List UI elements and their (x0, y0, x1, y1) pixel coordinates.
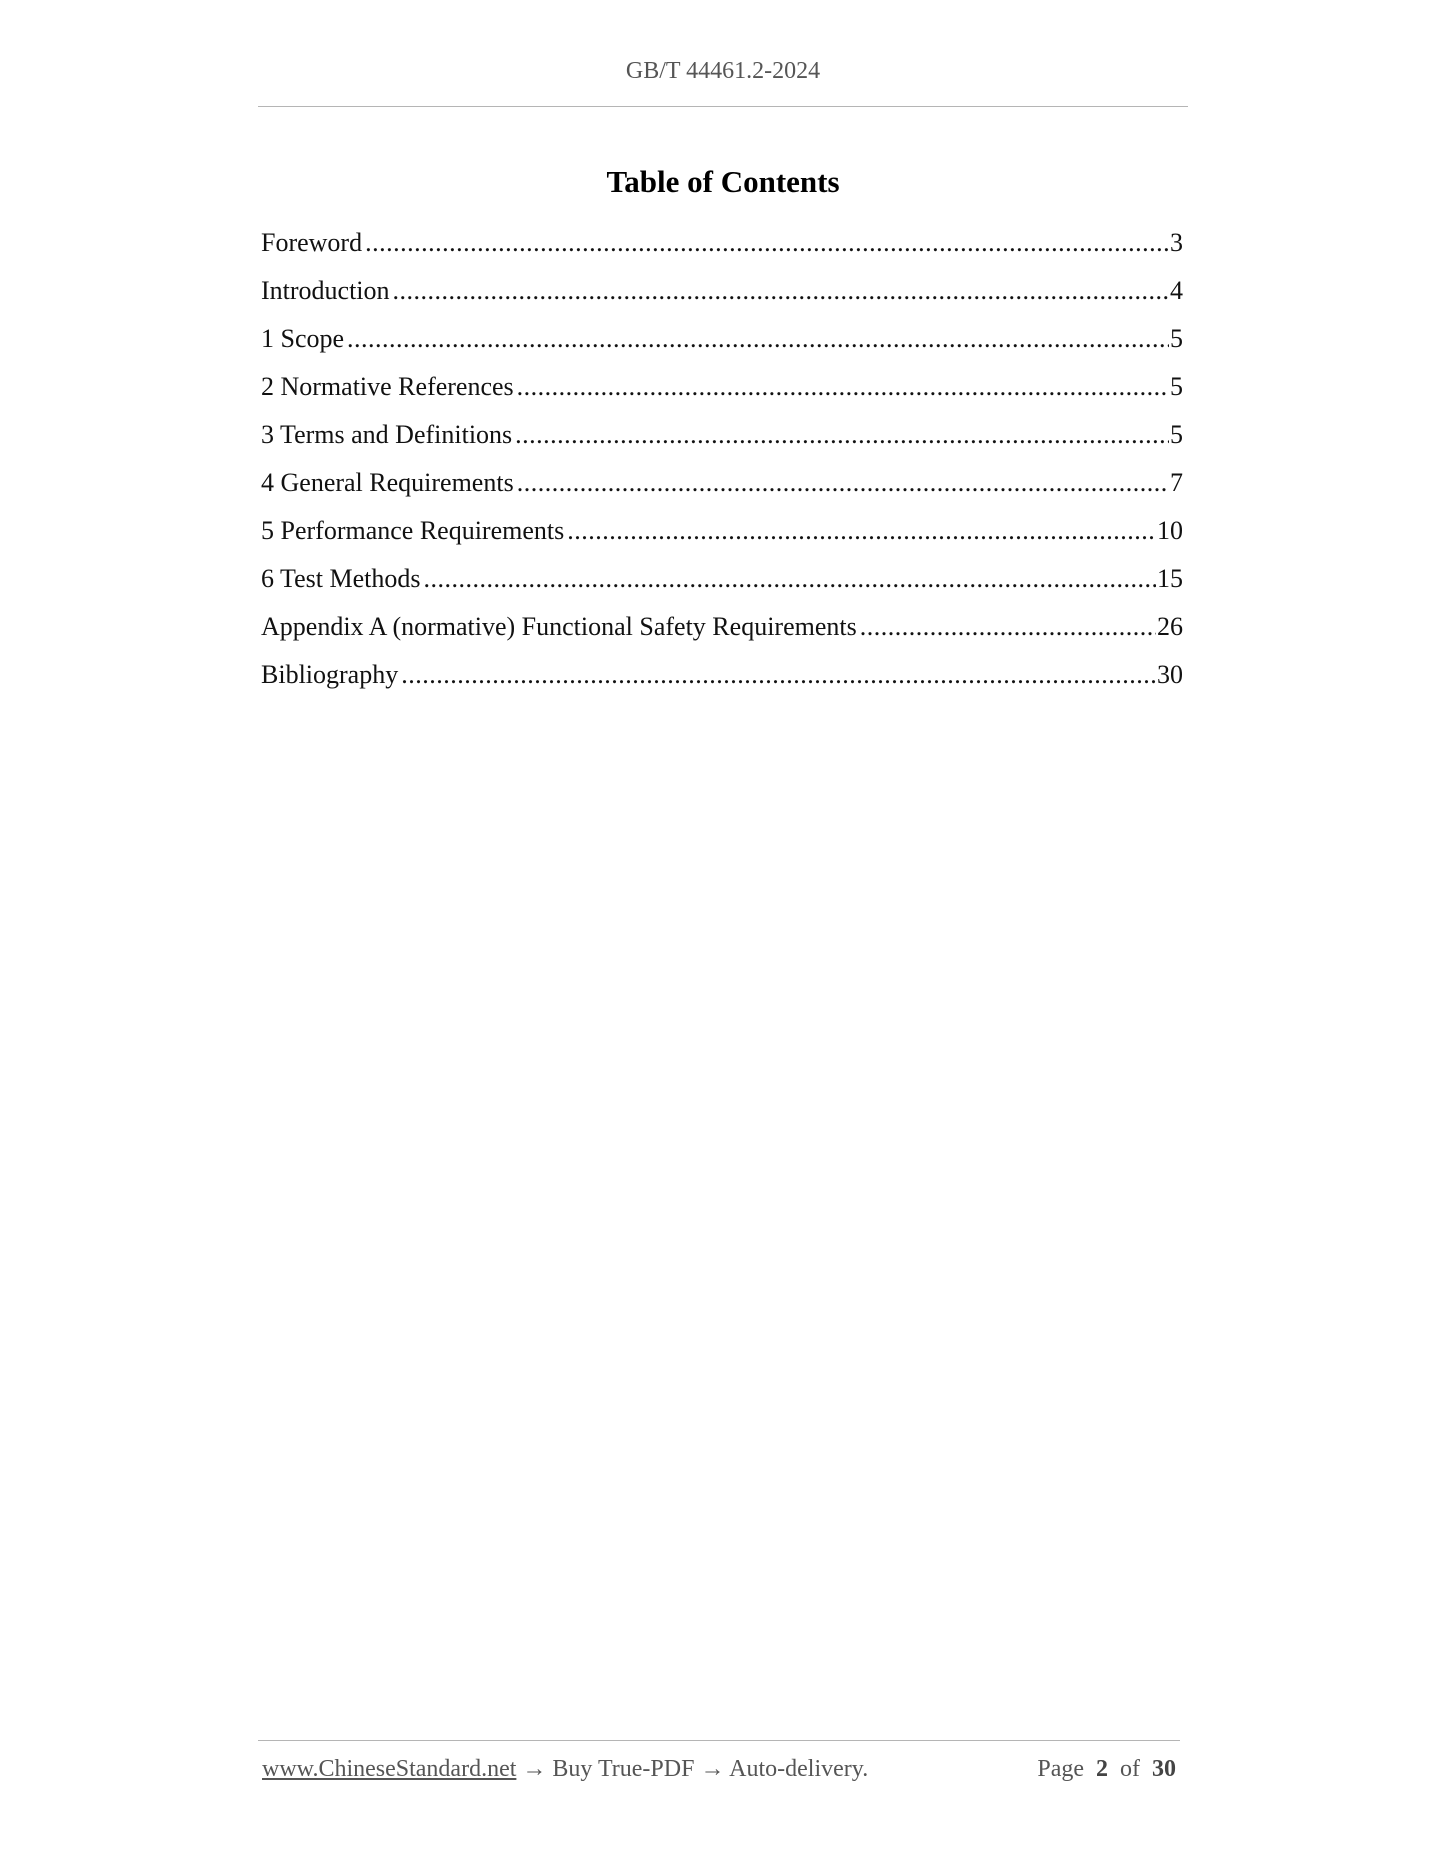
toc-entry-terms-and-definitions[interactable] (261, 420, 1183, 468)
footer-divider (258, 1740, 1180, 1741)
buy-pdf-text: Buy True-PDF (552, 1756, 695, 1782)
toc-entry-normative-references[interactable] (261, 372, 1183, 420)
toc-entry-label: Foreword (261, 228, 363, 257)
toc-dot-leader (515, 420, 1169, 450)
toc-entry-foreword[interactable] (261, 228, 1183, 276)
toc-entry-performance-requirements[interactable] (261, 516, 1183, 564)
toc-entry-label: Appendix A (normative) Functional Safety Requirements (261, 612, 857, 641)
page-word: Page (1037, 1756, 1084, 1782)
toc-entry-label: Introduction (261, 276, 390, 305)
toc-entry-page: 4 (1170, 276, 1183, 305)
toc-entry-page: 15 (1157, 564, 1183, 593)
toc-entry-page: 10 (1157, 516, 1183, 545)
toc-entry-scope[interactable] (261, 324, 1183, 372)
toc-entry-page: 5 (1170, 324, 1183, 353)
toc-dot-leader (347, 324, 1169, 354)
toc-entry-label: 5 Performance Requirements (261, 516, 565, 545)
running-header: GB/T 44461.2-2024 (625, 58, 821, 84)
toc-dot-leader (365, 228, 1169, 258)
toc-entry-page: 7 (1170, 468, 1183, 497)
toc-entry-label: 6 Test Methods (261, 564, 421, 593)
footer-promo (262, 1756, 868, 1783)
toc-entry-page: 26 (1157, 612, 1183, 641)
toc-dot-leader (393, 276, 1169, 306)
arrow-right-icon: → (522, 1756, 547, 1782)
toc-entry-bibliography[interactable] (261, 660, 1183, 708)
toc-entry-page: 30 (1157, 660, 1183, 689)
toc-entry-page: 3 (1170, 228, 1183, 257)
toc-dot-leader (517, 468, 1169, 498)
toc-dot-leader (401, 660, 1156, 690)
page-number (1037, 1756, 1176, 1783)
current-page-number: 2 (1096, 1756, 1108, 1782)
toc-entry-introduction[interactable] (261, 276, 1183, 324)
toc-entry-label: 2 Normative References (261, 372, 514, 401)
toc-entry-label: 4 General Requirements (261, 468, 514, 497)
of-word: of (1120, 1756, 1140, 1782)
header-divider (258, 106, 1188, 107)
arrow-right-icon: → (700, 1756, 725, 1782)
total-page-count: 30 (1152, 1756, 1176, 1782)
toc-dot-leader (423, 564, 1156, 594)
toc-entry-test-methods[interactable] (261, 564, 1183, 612)
toc-entry-page: 5 (1170, 420, 1183, 449)
toc-entry-page: 5 (1170, 372, 1183, 401)
table-of-contents (261, 228, 1183, 708)
auto-delivery-text: Auto-delivery. (729, 1756, 869, 1782)
toc-dot-leader (860, 612, 1156, 642)
page-title: Table of Contents (606, 164, 840, 199)
toc-entry-label: 3 Terms and Definitions (261, 420, 513, 449)
toc-entry-general-requirements[interactable] (261, 468, 1183, 516)
toc-dot-leader (517, 372, 1169, 402)
website-link[interactable]: www.ChineseStandard.net (262, 1756, 517, 1782)
toc-dot-leader (567, 516, 1156, 546)
toc-entry-appendix-a[interactable] (261, 612, 1183, 660)
toc-entry-label: Bibliography (261, 660, 399, 689)
toc-entry-label: 1 Scope (261, 324, 345, 353)
